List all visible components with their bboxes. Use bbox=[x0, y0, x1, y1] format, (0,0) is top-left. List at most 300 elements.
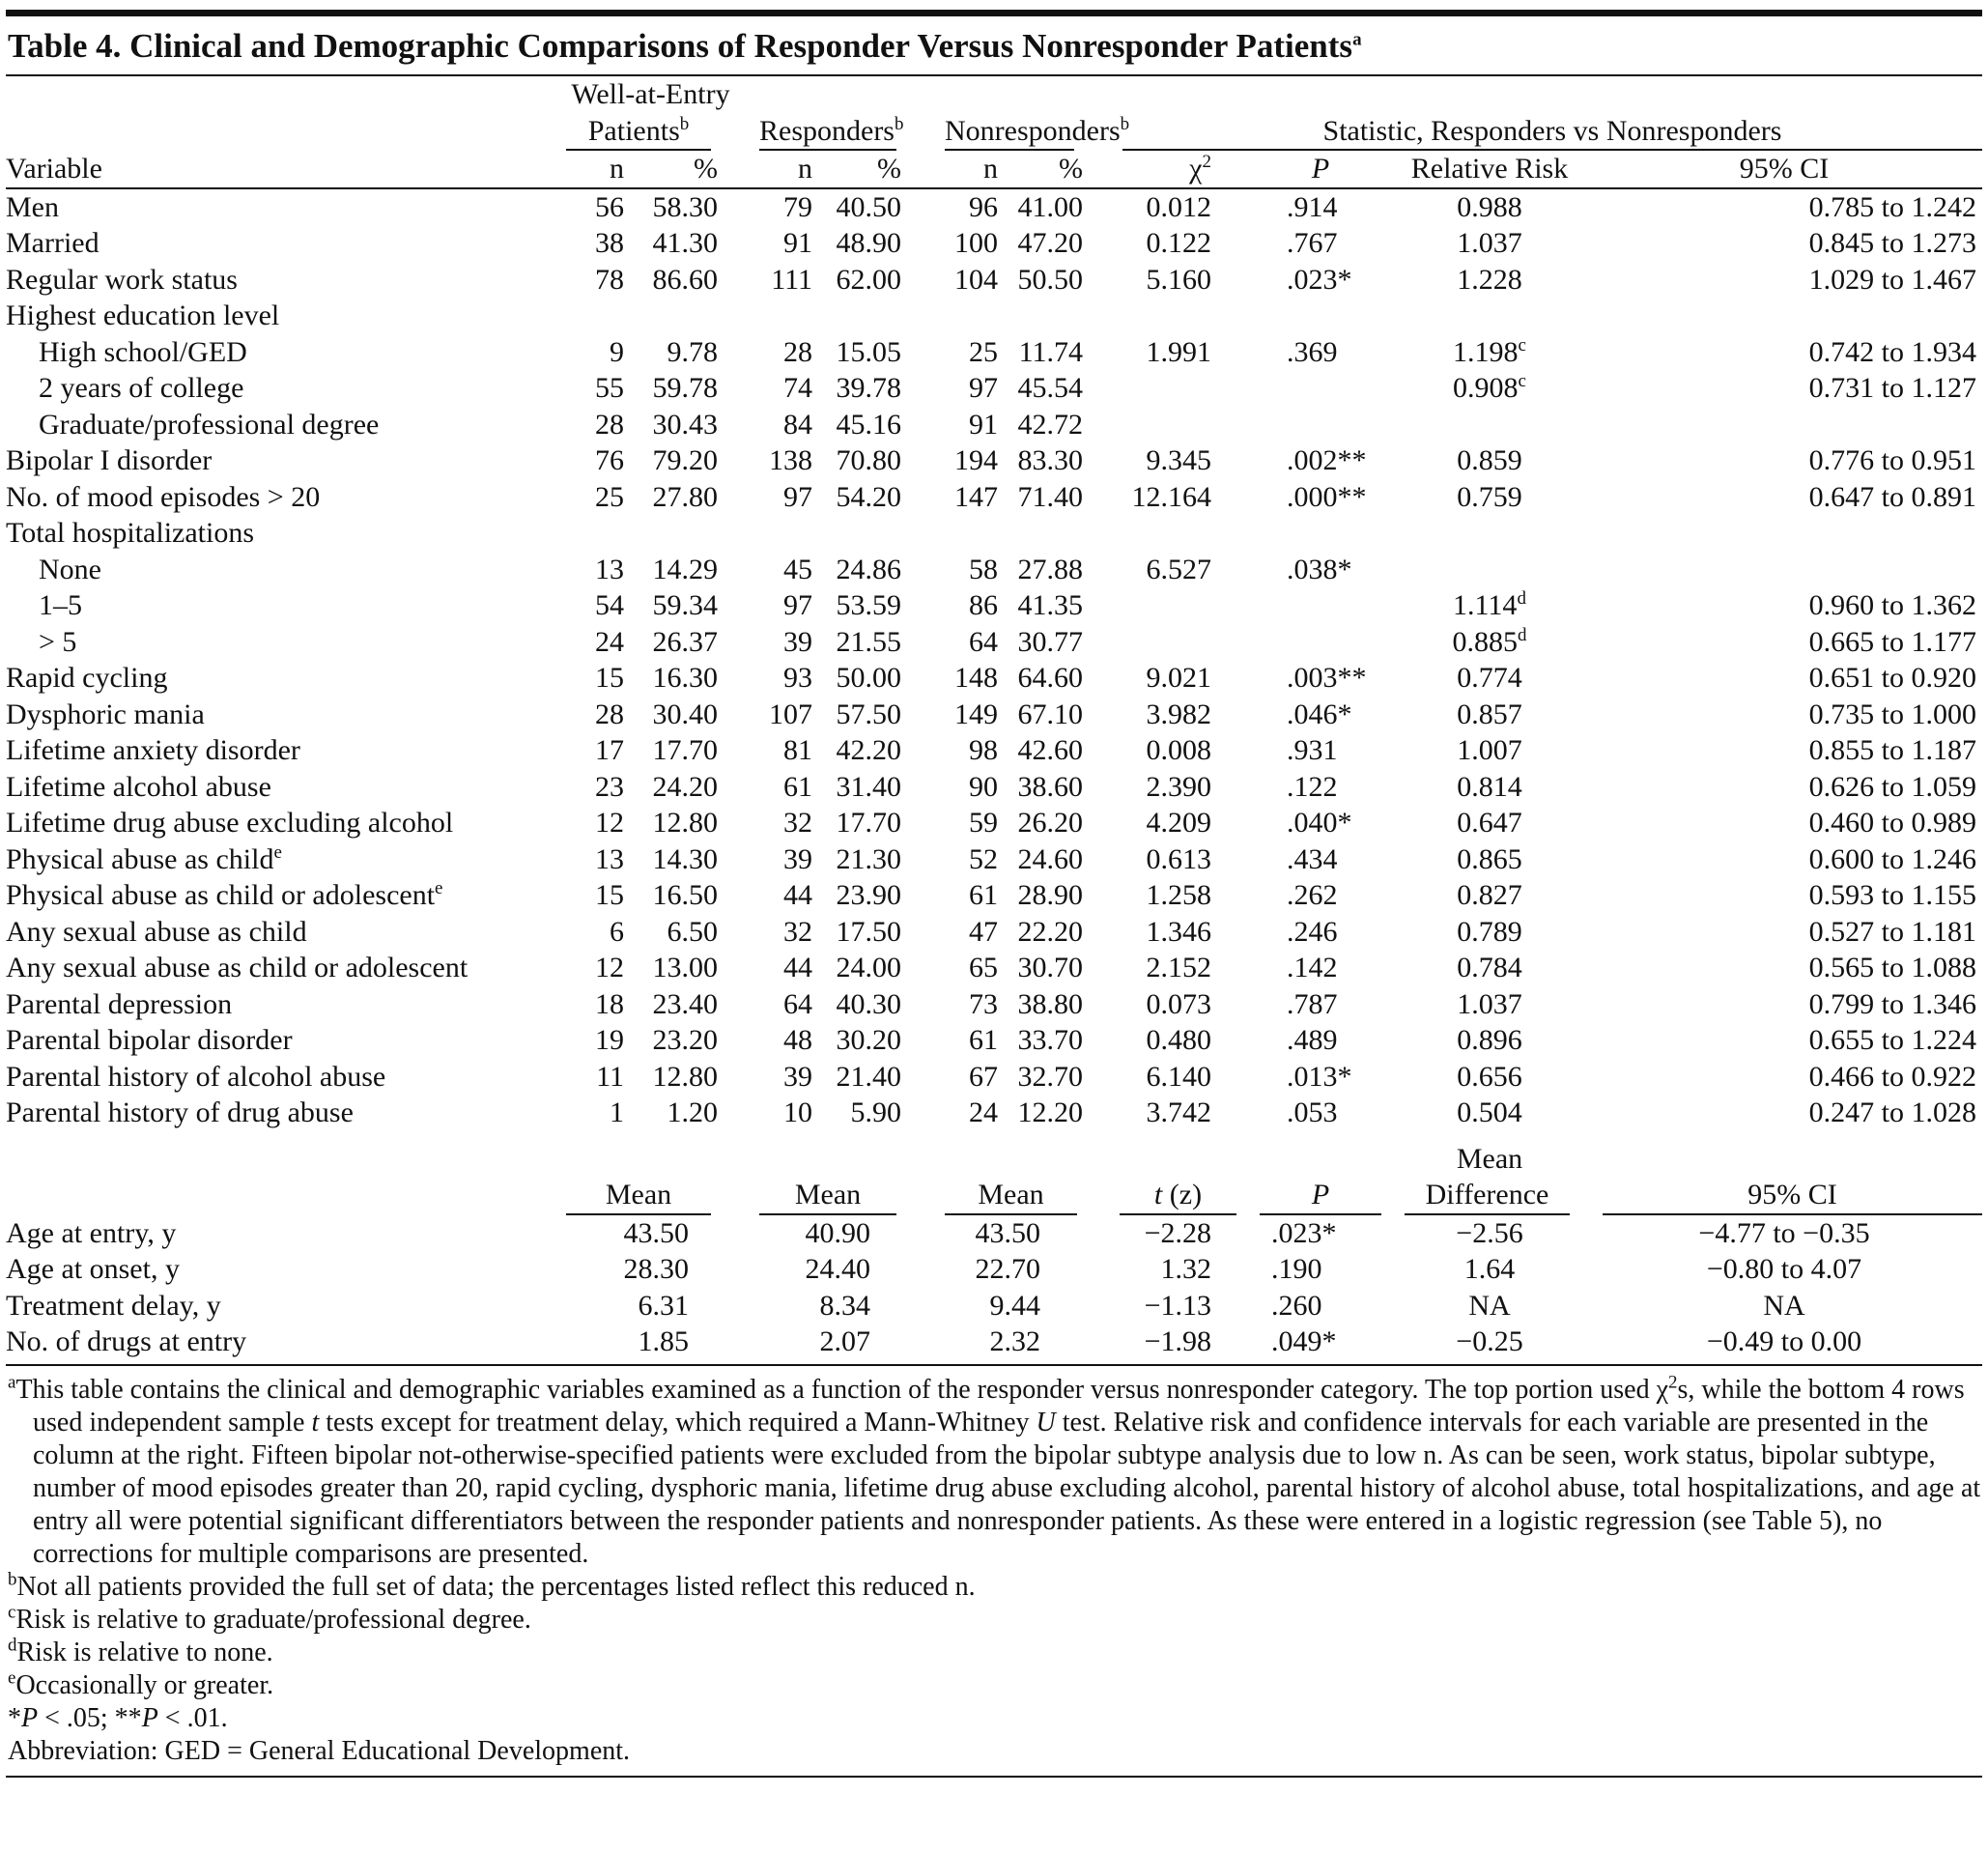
cell-nr-n: 59 bbox=[969, 807, 998, 839]
footnote-c: $^c$Risk is relative to graduate/professional degree. bbox=[8, 1602, 531, 1635]
means-cell-p: .260 bbox=[1271, 1289, 1322, 1322]
row-label: Married bbox=[6, 227, 99, 259]
cell-w-n: 56 bbox=[595, 190, 624, 223]
col-mean-diff-line2: Difference bbox=[1393, 1177, 1586, 1214]
cell-nr-n: 25 bbox=[969, 335, 998, 368]
cell-r-p: 23.90 bbox=[836, 879, 901, 911]
cell-w-n: 6 bbox=[610, 915, 624, 948]
cell-r-n: 93 bbox=[783, 662, 812, 694]
cell-p: .040* bbox=[1287, 807, 1352, 839]
cell-nr-p: 24.60 bbox=[1017, 842, 1083, 875]
cell-r-p: 31.40 bbox=[836, 770, 901, 803]
cell-ci: 0.460 to 0.989 bbox=[1808, 807, 1976, 839]
col-resp-pct: % bbox=[877, 153, 901, 185]
row-label: Lifetime drug abuse excluding alcohol bbox=[6, 807, 454, 839]
cell-nr-n: 97 bbox=[969, 372, 998, 404]
row-label: Regular work status bbox=[6, 263, 238, 296]
cell-chi bbox=[1098, 587, 1248, 624]
cell-rr: 0.814 bbox=[1457, 770, 1522, 803]
col-mean-well: Mean bbox=[566, 1177, 735, 1214]
row-label: Physical abuse as child or adolescent$^e$ bbox=[6, 878, 443, 911]
cell-p: .489 bbox=[1287, 1024, 1338, 1056]
table-row bbox=[6, 552, 1982, 588]
col-well-pct: % bbox=[694, 153, 718, 185]
table-row bbox=[6, 769, 1982, 806]
col-variable: Variable bbox=[6, 153, 102, 185]
cell-chi: 0.613 bbox=[1146, 842, 1211, 875]
cell-ci: 0.785 to 1.242 bbox=[1808, 190, 1976, 223]
cell-ci bbox=[1586, 552, 1982, 588]
cell-nr-n: 58 bbox=[969, 553, 998, 585]
cell-p: .369 bbox=[1287, 335, 1338, 368]
cell-w-p: 24.20 bbox=[652, 770, 718, 803]
cell-r-n: 107 bbox=[769, 698, 812, 730]
cell-rr: 0.647 bbox=[1457, 807, 1522, 839]
group-nonresponders: Nonresponders$^b$ bbox=[921, 113, 1098, 151]
cell-chi: 9.021 bbox=[1146, 662, 1211, 694]
footnote-e: $^e$Occasionally or greater. bbox=[8, 1667, 274, 1700]
cell-nr-p bbox=[998, 515, 1098, 552]
cell-r-n: 81 bbox=[783, 734, 812, 766]
col-mean-nonresp: Mean bbox=[921, 1177, 1098, 1214]
cell-rr bbox=[1393, 515, 1586, 552]
cell-w-p: 86.60 bbox=[652, 263, 718, 296]
cell-rr: 0.859 bbox=[1457, 444, 1522, 476]
cell-rr bbox=[1393, 407, 1586, 443]
cell-chi: 9.345 bbox=[1146, 444, 1211, 476]
cell-chi: 3.742 bbox=[1146, 1096, 1211, 1128]
cell-chi: 0.012 bbox=[1146, 190, 1211, 223]
table-row bbox=[6, 298, 1982, 334]
cell-r-p: 57.50 bbox=[836, 698, 901, 730]
cell-r-n: 91 bbox=[783, 227, 812, 259]
cell-r-p: 53.59 bbox=[836, 589, 901, 621]
cell-w-n: 25 bbox=[595, 480, 624, 513]
table-body bbox=[6, 188, 1982, 1141]
means-cell-w: 43.50 bbox=[623, 1216, 689, 1249]
cell-r-p: 70.80 bbox=[836, 444, 901, 476]
cell-rr: 1.228 bbox=[1457, 263, 1522, 296]
cell-nr-n: 104 bbox=[954, 263, 998, 296]
cell-nr-p: 67.10 bbox=[1017, 698, 1083, 730]
means-row bbox=[6, 1214, 1982, 1252]
cell-p: .038* bbox=[1287, 553, 1352, 585]
cell-ci: 0.655 to 1.224 bbox=[1808, 1024, 1976, 1056]
cell-r-p: 42.20 bbox=[836, 734, 901, 766]
cell-r-n: 44 bbox=[783, 879, 812, 911]
cell-chi: 0.008 bbox=[1146, 734, 1211, 766]
table-row bbox=[6, 1095, 1982, 1131]
cell-p: .434 bbox=[1287, 842, 1338, 875]
table-head bbox=[6, 76, 1982, 188]
row-label: Parental history of alcohol abuse bbox=[6, 1060, 386, 1093]
cell-chi: 12.164 bbox=[1131, 480, 1211, 513]
cell-rr: 1.037 bbox=[1457, 227, 1522, 259]
col-rr: Relative Risk bbox=[1410, 153, 1569, 185]
cell-rr: 0.759 bbox=[1457, 480, 1522, 513]
means-cell-t: −1.13 bbox=[1144, 1289, 1211, 1322]
cell-w-n: 24 bbox=[595, 625, 624, 658]
cell-r-p: 40.50 bbox=[836, 190, 901, 223]
cell-p: .262 bbox=[1287, 879, 1338, 911]
cell-rr: 0.827 bbox=[1457, 879, 1522, 911]
cell-nr-n: 47 bbox=[969, 915, 998, 948]
cell-r-n: 32 bbox=[783, 807, 812, 839]
group-responders: Responders$^b$ bbox=[735, 113, 921, 151]
cell-p bbox=[1248, 370, 1393, 407]
means-cell-ci: −0.49 to 0.00 bbox=[1706, 1325, 1862, 1357]
table-row bbox=[6, 805, 1982, 841]
cell-w-n: 12 bbox=[595, 952, 624, 983]
cell-w-p: 13.00 bbox=[652, 952, 718, 983]
cell-w-p bbox=[624, 515, 735, 552]
cell-nr-p: 30.77 bbox=[1017, 625, 1083, 658]
cell-nr-n: 52 bbox=[969, 842, 998, 875]
top-rule bbox=[6, 10, 1982, 16]
cell-w-p: 14.29 bbox=[652, 553, 718, 585]
table-row bbox=[6, 732, 1982, 769]
cell-nr-p: 11.74 bbox=[1018, 335, 1083, 368]
table-row bbox=[6, 479, 1982, 516]
row-label: None bbox=[39, 553, 101, 585]
cell-p bbox=[1248, 407, 1393, 443]
cell-w-p: 17.70 bbox=[652, 734, 718, 766]
cell-w-n: 15 bbox=[595, 879, 624, 911]
means-cell-md: −0.25 bbox=[1456, 1325, 1523, 1357]
cell-ci: 0.742 to 1.934 bbox=[1808, 335, 1976, 368]
means-cell-nr: 9.44 bbox=[989, 1289, 1040, 1322]
cell-chi: 2.152 bbox=[1146, 952, 1211, 983]
cell-w-p: 12.80 bbox=[652, 1060, 718, 1093]
cell-chi bbox=[1098, 515, 1248, 552]
footnote-b: $^b$Not all patients provided the full set of data; the percentages listed reflect this reduced n. bbox=[8, 1569, 976, 1602]
cell-nr-p: 83.30 bbox=[1017, 444, 1083, 476]
cell-r-p: 24.00 bbox=[836, 952, 901, 983]
cell-rr: 0.885$^d$ bbox=[1452, 624, 1527, 658]
col-nonresp-pct: % bbox=[1059, 153, 1083, 185]
cell-nr-p: 22.20 bbox=[1017, 915, 1083, 948]
col-p: P bbox=[1311, 153, 1330, 185]
cell-rr: 0.504 bbox=[1457, 1096, 1522, 1128]
cell-r-n: 39 bbox=[783, 625, 812, 658]
cell-w-n: 55 bbox=[595, 372, 624, 404]
footnotes bbox=[6, 1374, 1982, 1768]
cell-r-p: 17.70 bbox=[836, 807, 901, 839]
cell-nr-n: 65 bbox=[969, 952, 998, 983]
cell-rr: 0.988 bbox=[1457, 190, 1522, 223]
cell-r-p: 21.40 bbox=[836, 1060, 901, 1093]
cell-w-p: 1.20 bbox=[667, 1096, 718, 1128]
cell-chi: 0.073 bbox=[1146, 987, 1211, 1020]
cell-r-p bbox=[812, 298, 921, 334]
cell-ci: 0.776 to 0.951 bbox=[1808, 444, 1976, 476]
table-row bbox=[6, 950, 1982, 986]
cell-w-n: 23 bbox=[595, 770, 624, 803]
cell-r-n: 61 bbox=[783, 770, 812, 803]
cell-w-n: 78 bbox=[595, 263, 624, 296]
cell-chi: 4.209 bbox=[1146, 807, 1211, 839]
cell-r-n: 45 bbox=[783, 553, 812, 585]
cell-w-n: 13 bbox=[595, 553, 624, 585]
cell-w-n: 28 bbox=[595, 698, 624, 730]
table-row bbox=[6, 225, 1982, 262]
page-bottom-rule bbox=[6, 1776, 1982, 1778]
cell-nr-p: 41.35 bbox=[1017, 589, 1083, 621]
means-cell-p: .049* bbox=[1271, 1325, 1337, 1357]
row-label: Graduate/professional degree bbox=[39, 408, 380, 441]
cell-nr-n: 100 bbox=[954, 227, 998, 259]
means-cell-r: 24.40 bbox=[805, 1253, 870, 1285]
means-body bbox=[6, 1214, 1982, 1360]
cell-r-p: 17.50 bbox=[836, 915, 901, 948]
table-title-text: Table 4. Clinical and Demographic Comparisons of Responder Versus Nonresponder Patients bbox=[8, 27, 1353, 65]
cell-nr-p: 12.20 bbox=[1017, 1096, 1083, 1128]
cell-w-n: 11 bbox=[596, 1060, 624, 1093]
means-cell-p: .023* bbox=[1271, 1216, 1337, 1249]
cell-r-n: 39 bbox=[783, 1060, 812, 1093]
cell-nr-p: 71.40 bbox=[1017, 480, 1083, 513]
means-cell-md: NA bbox=[1468, 1289, 1511, 1322]
cell-w-p: 30.40 bbox=[652, 698, 718, 730]
cell-nr-n: 91 bbox=[969, 408, 998, 441]
cell-p: .122 bbox=[1287, 770, 1338, 803]
cell-rr: 0.656 bbox=[1457, 1060, 1522, 1093]
cell-nr-n: 149 bbox=[954, 698, 998, 730]
table-row bbox=[6, 697, 1982, 733]
cell-nr-n: 24 bbox=[969, 1096, 998, 1128]
row-label: No. of mood episodes > 20 bbox=[6, 480, 321, 513]
cell-w-n: 54 bbox=[595, 589, 624, 621]
means-cell-w: 6.31 bbox=[638, 1289, 689, 1322]
cell-w-p: 27.80 bbox=[652, 480, 718, 513]
row-label: Bipolar I disorder bbox=[6, 444, 213, 476]
cell-p: .023* bbox=[1287, 263, 1352, 296]
cell-ci bbox=[1586, 515, 1982, 552]
cell-r-p: 24.86 bbox=[836, 553, 901, 585]
table-row bbox=[6, 587, 1982, 624]
cell-p bbox=[1248, 298, 1393, 334]
cell-chi bbox=[1098, 407, 1248, 443]
cell-chi bbox=[1098, 624, 1248, 661]
cell-rr: 0.789 bbox=[1457, 915, 1522, 948]
col-t: t (z) bbox=[1098, 1177, 1248, 1214]
footnote-d: $^d$Risk is relative to none. bbox=[8, 1635, 273, 1667]
cell-r-p: 5.90 bbox=[850, 1096, 901, 1128]
cell-ci: 0.466 to 0.922 bbox=[1808, 1060, 1976, 1093]
cell-ci: 0.731 to 1.127 bbox=[1808, 372, 1976, 404]
cell-w-n: 15 bbox=[595, 662, 624, 694]
cell-ci: 0.565 to 1.088 bbox=[1808, 952, 1976, 983]
cell-r-p: 30.20 bbox=[836, 1024, 901, 1056]
cell-nr-n: 98 bbox=[969, 734, 998, 766]
cell-ci: 0.665 to 1.177 bbox=[1808, 625, 1976, 658]
cell-rr: 1.198$^c$ bbox=[1453, 334, 1526, 368]
cell-nr-p: 38.80 bbox=[1017, 987, 1083, 1020]
cell-ci: 0.527 to 1.181 bbox=[1808, 915, 1976, 948]
cell-r-p: 50.00 bbox=[836, 662, 901, 694]
footnote-abbreviation: Abbreviation: GED = General Educational Development. bbox=[8, 1735, 631, 1766]
cell-ci: 0.647 to 0.891 bbox=[1808, 480, 1976, 513]
col-mean-resp: Mean bbox=[735, 1177, 921, 1214]
cell-w-p: 12.80 bbox=[652, 807, 718, 839]
cell-r-p: 40.30 bbox=[836, 987, 901, 1020]
col-well-n: n bbox=[610, 153, 624, 185]
cell-nr-p: 30.70 bbox=[1017, 952, 1083, 983]
cell-rr: 1.114$^d$ bbox=[1453, 588, 1526, 621]
cell-ci: 1.029 to 1.467 bbox=[1808, 263, 1976, 296]
cell-nr-n: 61 bbox=[969, 879, 998, 911]
cell-r-p: 21.30 bbox=[836, 842, 901, 875]
cell-w-p: 41.30 bbox=[652, 227, 718, 259]
cell-p: .003** bbox=[1287, 662, 1367, 694]
cell-chi bbox=[1098, 298, 1248, 334]
cell-nr-p: 27.88 bbox=[1017, 553, 1083, 585]
table-row bbox=[6, 1059, 1982, 1096]
cell-w-n bbox=[566, 298, 624, 334]
cell-p: .013* bbox=[1287, 1060, 1352, 1093]
row-label: Any sexual abuse as child or adolescent bbox=[6, 952, 469, 983]
cell-w-p: 58.30 bbox=[652, 190, 718, 223]
col-ci: 95% CI bbox=[1739, 153, 1830, 185]
cell-nr-p: 47.20 bbox=[1017, 227, 1083, 259]
cell-chi: 0.122 bbox=[1146, 227, 1211, 259]
col-resp-n: n bbox=[798, 153, 812, 185]
table-row bbox=[6, 660, 1982, 697]
cell-w-p: 14.30 bbox=[652, 842, 718, 875]
cell-r-p: 21.55 bbox=[836, 625, 901, 658]
cell-nr-p: 41.00 bbox=[1017, 190, 1083, 223]
cell-w-n: 38 bbox=[595, 227, 624, 259]
cell-nr-p: 64.60 bbox=[1017, 662, 1083, 694]
table-row bbox=[6, 624, 1982, 661]
cell-r-n: 84 bbox=[783, 408, 812, 441]
means-cell-r: 40.90 bbox=[805, 1216, 870, 1249]
table-title bbox=[6, 16, 1982, 74]
cell-p: .787 bbox=[1287, 987, 1338, 1020]
row-label: Men bbox=[6, 190, 59, 223]
cell-r-n bbox=[735, 515, 812, 552]
means-cell-label: Treatment delay, y bbox=[6, 1289, 221, 1322]
means-row bbox=[6, 1324, 1982, 1360]
cell-ci: 0.593 to 1.155 bbox=[1808, 879, 1976, 911]
cell-w-n: 76 bbox=[595, 444, 624, 476]
cell-r-n: 64 bbox=[783, 987, 812, 1020]
table-row bbox=[6, 188, 1982, 226]
table-row bbox=[6, 1022, 1982, 1059]
cell-ci: 0.626 to 1.059 bbox=[1808, 770, 1976, 803]
cell-r-n: 39 bbox=[783, 842, 812, 875]
means-cell-t: −2.28 bbox=[1144, 1216, 1211, 1249]
cell-w-p: 26.37 bbox=[652, 625, 718, 658]
means-cell-w: 28.30 bbox=[623, 1253, 689, 1285]
cell-w-n: 9 bbox=[610, 335, 624, 368]
cell-rr: 0.857 bbox=[1457, 698, 1522, 730]
cell-p bbox=[1248, 587, 1393, 624]
cell-ci: 0.845 to 1.273 bbox=[1808, 227, 1976, 259]
cell-chi: 1.258 bbox=[1146, 879, 1211, 911]
table-row bbox=[6, 370, 1982, 407]
cell-nr-p: 50.50 bbox=[1017, 263, 1083, 296]
means-cell-p: .190 bbox=[1271, 1253, 1322, 1285]
cell-p: .000** bbox=[1287, 480, 1367, 513]
cell-nr-n bbox=[921, 515, 998, 552]
cell-w-n: 19 bbox=[595, 1024, 624, 1056]
cell-w-n bbox=[566, 515, 624, 552]
cell-p: .142 bbox=[1287, 952, 1338, 983]
cell-r-n: 44 bbox=[783, 952, 812, 983]
cell-w-p: 23.40 bbox=[652, 987, 718, 1020]
means-cell-label: No. of drugs at entry bbox=[6, 1325, 247, 1357]
cell-nr-n bbox=[921, 298, 998, 334]
table-row bbox=[6, 515, 1982, 552]
cell-p bbox=[1248, 515, 1393, 552]
means-cell-t: −1.98 bbox=[1144, 1325, 1211, 1357]
footnote-significance: *P < .05; **P < .01. bbox=[8, 1702, 228, 1733]
cell-nr-n: 96 bbox=[969, 190, 998, 223]
cell-r-n: 28 bbox=[783, 335, 812, 368]
means-cell-t: 1.32 bbox=[1160, 1253, 1211, 1285]
cell-chi bbox=[1098, 370, 1248, 407]
row-label: 1–5 bbox=[39, 589, 82, 621]
row-label: Total hospitalizations bbox=[6, 517, 255, 549]
cell-r-n: 138 bbox=[769, 444, 812, 476]
cell-p bbox=[1248, 624, 1393, 661]
cell-w-p: 30.43 bbox=[652, 408, 718, 441]
cell-ci bbox=[1586, 407, 1982, 443]
cell-chi: 5.160 bbox=[1146, 263, 1211, 296]
cell-nr-p: 32.70 bbox=[1017, 1060, 1083, 1093]
cell-nr-n: 64 bbox=[969, 625, 998, 658]
cell-r-n: 10 bbox=[783, 1096, 812, 1128]
cell-r-n: 97 bbox=[783, 480, 812, 513]
col-nonresp-n: n bbox=[983, 153, 998, 185]
means-cell-ci: −4.77 to −0.35 bbox=[1698, 1216, 1870, 1249]
cell-r-p bbox=[812, 515, 921, 552]
cell-r-n bbox=[735, 298, 812, 334]
cell-w-p: 79.20 bbox=[652, 444, 718, 476]
cell-ci bbox=[1586, 298, 1982, 334]
cell-ci: 0.600 to 1.246 bbox=[1808, 842, 1976, 875]
means-cell-md: −2.56 bbox=[1456, 1216, 1523, 1249]
cell-nr-n: 67 bbox=[969, 1060, 998, 1093]
cell-chi: 6.527 bbox=[1146, 553, 1211, 585]
cell-w-n: 18 bbox=[595, 987, 624, 1020]
table-row bbox=[6, 877, 1982, 914]
cell-p: .046* bbox=[1287, 698, 1352, 730]
cell-chi: 6.140 bbox=[1146, 1060, 1211, 1093]
table-page bbox=[6, 10, 1982, 1778]
cell-nr-n: 148 bbox=[954, 662, 998, 694]
cell-p: .002** bbox=[1287, 444, 1367, 476]
cell-nr-n: 73 bbox=[969, 987, 998, 1020]
table-row bbox=[6, 841, 1982, 878]
cell-nr-p: 42.72 bbox=[1017, 408, 1083, 441]
group-well-line2: Patients$^b$ bbox=[566, 113, 735, 151]
cell-r-n: 48 bbox=[783, 1024, 812, 1056]
cell-r-p: 15.05 bbox=[836, 335, 901, 368]
cell-w-p: 23.20 bbox=[652, 1024, 718, 1056]
cell-chi: 3.982 bbox=[1146, 698, 1211, 730]
cell-w-p: 6.50 bbox=[667, 915, 718, 948]
cell-chi: 0.480 bbox=[1146, 1024, 1211, 1056]
data-table bbox=[6, 76, 1982, 1360]
means-cell-ci: −0.80 to 4.07 bbox=[1706, 1253, 1862, 1285]
cell-nr-p bbox=[998, 298, 1098, 334]
table-bottom-rule bbox=[6, 1364, 1982, 1366]
cell-r-p: 45.16 bbox=[836, 408, 901, 441]
cell-w-n: 13 bbox=[595, 842, 624, 875]
group-well-line1: Well-at-Entry bbox=[571, 78, 730, 110]
